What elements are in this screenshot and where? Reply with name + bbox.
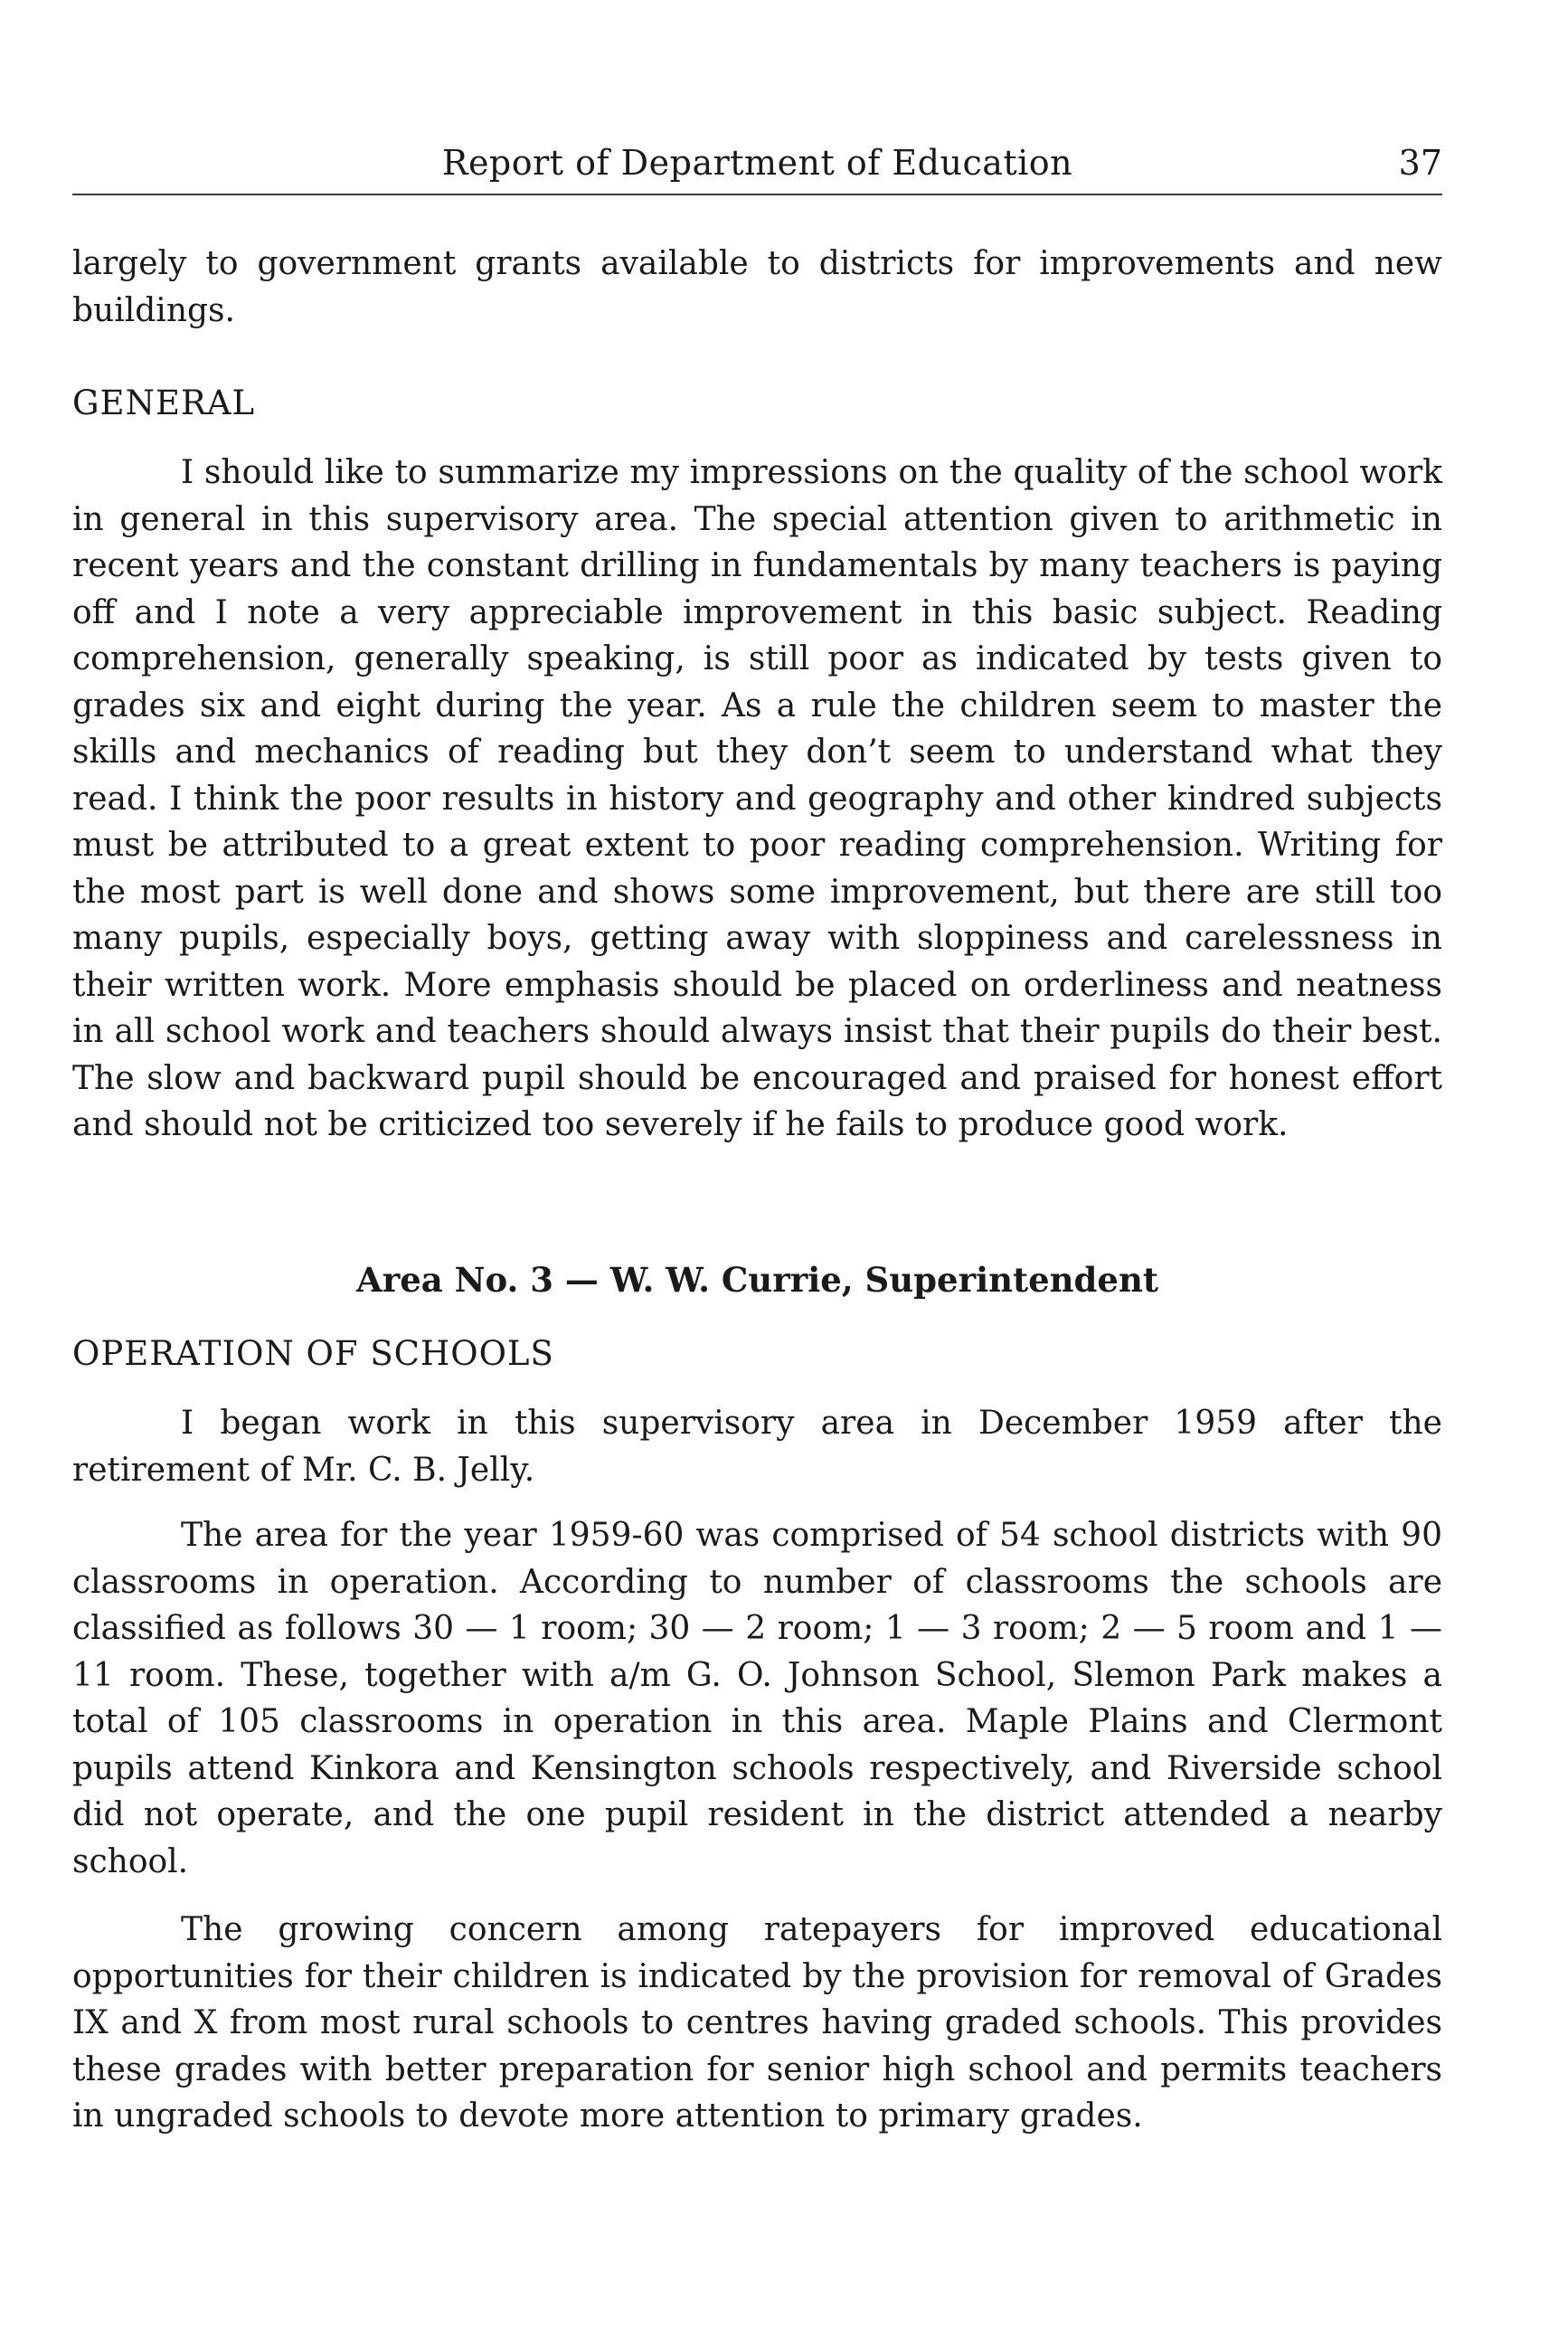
section-heading-operation: OPERATION OF SCHOOLS — [72, 1334, 554, 1373]
section-heading-general: GENERAL — [72, 383, 256, 422]
header-rule — [72, 194, 1442, 195]
area-heading: Area No. 3 — W. W. Currie, Superintendent — [356, 1260, 1158, 1300]
running-header-title: Report of Department of Education — [441, 143, 1073, 183]
running-header — [72, 137, 1442, 188]
operation-paragraph-2: The area for the year 1959-60 was comprised of 54 school districts with 90 classrooms in operation. According to number of classrooms the schools are classified as follows 30 — 1 room; 30 — 2 room; 1 — 3 room; 2 — 5 room and 1 — 11 room. These, together with a/m G. O. Johnson School, Slemon Park makes a total of 105 classrooms in operation in this area. Maple Plains and Clermont pupils attend Kinkora and Kensington schools respectively, and Riverside school did not operate, and the one pupil resident in the district attended a nearby school. — [72, 1517, 1442, 1880]
continued-paragraph: largely to government grants available to districts for improvements and new buildings. — [72, 245, 1442, 329]
operation-paragraph-3: The growing concern among ratepayers for improved educational opportunities for their children is indicated by the provision for removal of Grades IX and X from most rural schools to centres having graded schools. This provides these grades with better preparation for senior high school and permits teachers in ungraded schools to devote more attention to primary grades. — [72, 1911, 1442, 2135]
general-paragraph: I should like to summarize my impressions on the quality of the school work in general in this supervisory area. The special attention given to arithmetic in recent years and the constant drilling in fundamentals by many teachers is paying off and I note a very appreciable improvement in this basic subject. Reading comprehension, generally speaking, is still poor as indicated by tests given to grades six and eight during the year. As a rule the children seem to master the skills and mechanics of reading but they don’t seem to understand what they read. I think the poor results in history and geography and other kindred subjects must be attributed to a great extent to poor reading comprehension. Writing for the most part is well done and shows some improvement, but there are still too many pupils, especially boys, getting away with sloppiness and carelessness in their written work. More emphasis should be placed on orderliness and neatness in all school work and teachers should always insist that their pupils do their best. The slow and backward pupil should be encouraged and praised for honest effort and should not be criticized too severely if he fails to produce good work. — [72, 454, 1442, 1143]
page-number: 37 — [1398, 143, 1442, 183]
operation-paragraph-1: I began work in this supervisory area in December 1959 after the retirement of Mr. C. B. Jelly. — [72, 1405, 1442, 1489]
